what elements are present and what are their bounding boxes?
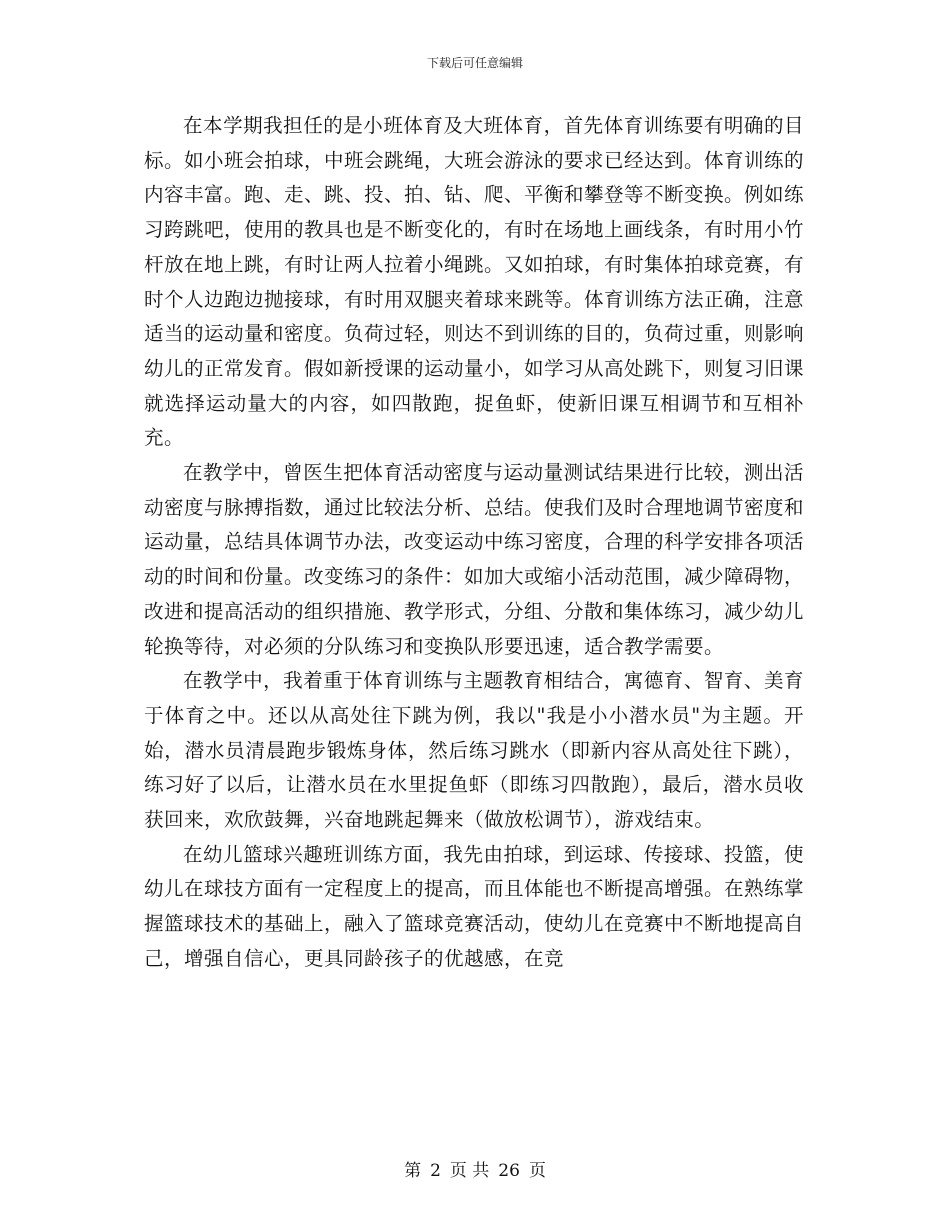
footer-suffix: 页 <box>528 1161 546 1181</box>
paragraph-2: 在教学中，曾医生把体育活动密度与运动量测试结果进行比较，测出活动密度与脉搏指数，通过比较法分析、总结。使我们及时合理地调节密度和运动量，总结具体调节办法，改变运动中练习密度，合理的科学安排各项活动的时间和份量。改变练习的条件：如加大或缩小活动范围，减少障碍物，改进和提高活动的组织措施、教学形式，分组、分散和集体练习，减少幼儿轮换等待，对必须的分队练习和变换队形要迅速，适合教学需要。 <box>144 461 805 658</box>
total-pages-number: 26 <box>498 1161 520 1181</box>
paragraph-1: 在本学期我担任的是小班体育及大班体育，首先体育训练要有明确的目标。如小班会拍球，中班会跳绳，大班会游泳的要求已经达到。体育训练的内容丰富。跑、走、跳、投、拍、钻、爬、平衡和攀登等不断变换。例如练习跨跳吧，使用的教具也是不断变化的，有时在场地上画线条，有时用小竹杆放在地上跳，有时让两人拉着小绳跳。又如拍球，有时集体拍球竞赛，有时个人边跑边抛接球，有时用双腿夹着球来跳等。体育训练方法正确，注意适当的运动量和密度。负荷过轻，则达不到训练的目的，负荷过重，则影响幼儿的正常发育。假如新授课的运动量小，如学习从高处跳下，则复习旧课就选择运动量大的内容，如四散跑，捉鱼虾，使新旧课互相调节和互相补充。 <box>144 114 805 450</box>
footer-middle: 页 共 <box>449 1161 490 1181</box>
page-header: 下载后可任意编辑 <box>426 56 523 70</box>
document-body <box>144 109 804 977</box>
current-page-number: 2 <box>430 1161 441 1181</box>
paragraph-3: 在教学中，我着重于体育训练与主题教育相结合，寓德育、智育、美育于体育之中。还以从高处往下跳为例，我以"我是小小潜水员"为主题。开始，潜水员清晨跑步锻炼身体，然后练习跳水（即新内容从高处往下跳），练习好了以后，让潜水员在水里捉鱼虾（即练习四散跑），最后，潜水员收获回来，欢欣鼓舞，兴奋地跳起舞来（做放松调节），游戏结束。 <box>144 669 804 832</box>
page-footer <box>0 1156 950 1181</box>
footer-prefix: 第 <box>404 1161 422 1181</box>
paragraph-4: 在幼儿篮球兴趣班训练方面，我先由拍球，到运球、传接球、投篮，使幼儿在球技方面有一定程度上的提高，而且体能也不断提高增强。在熟练掌握篮球技术的基础上，融入了篮球竞赛活动，使幼儿在竞赛中不断地提高自己，增强自信心，更具同龄孩子的优越感，在竞 <box>144 842 805 970</box>
